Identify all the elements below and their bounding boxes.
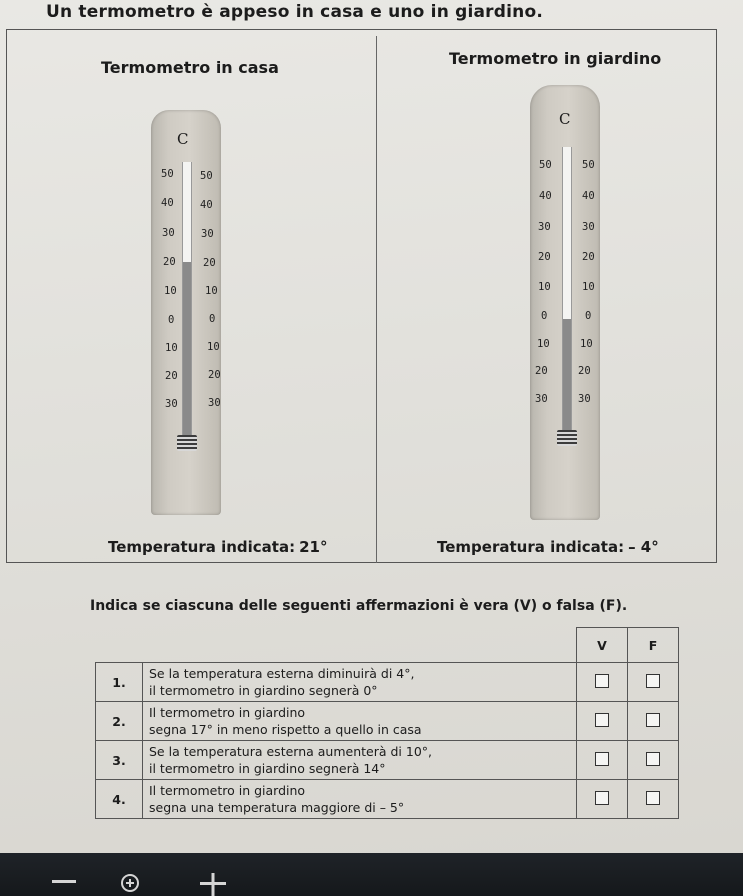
indoor-tube — [182, 162, 192, 437]
indoor-scale-left-m20: 20 — [165, 370, 178, 382]
table-header-row — [96, 628, 679, 663]
indoor-scale-left-50: 50 — [161, 168, 174, 180]
garden-scale-left-50: 50 — [539, 159, 552, 171]
row-4-v-cell — [577, 780, 628, 819]
question-prompt: Indica se ciascuna delle seguenti affermazioni è vera (V) o falsa (F). — [90, 598, 628, 614]
indoor-scale-left-m30: 30 — [165, 398, 178, 410]
indoor-temperature-caption: Temperatura indicata: — [108, 538, 296, 556]
row-2-f-cell — [628, 702, 679, 741]
statement-line-2: segna 17° in meno rispetto a quello in casa — [149, 722, 422, 737]
table-row — [96, 780, 679, 819]
table-row — [96, 741, 679, 780]
zoom-out-minus-icon[interactable] — [52, 879, 76, 885]
table-row — [96, 702, 679, 741]
indoor-scale-left-0: 0 — [168, 314, 175, 326]
garden-scale-left-10: 10 — [538, 281, 551, 293]
garden-scale-left-30: 30 — [538, 221, 551, 233]
indoor-scale-left-30: 30 — [162, 227, 175, 239]
garden-scale-left-20: 20 — [538, 251, 551, 263]
plus-icon[interactable] — [200, 873, 226, 896]
indoor-scale-right-30: 30 — [201, 228, 214, 240]
row-3-v-checkbox[interactable] — [595, 752, 609, 766]
garden-scale-right-10: 10 — [582, 281, 595, 293]
garden-scale-right-30: 30 — [582, 221, 595, 233]
garden-scale-left-m10: 10 — [537, 338, 550, 350]
indoor-mercury — [183, 262, 191, 437]
garden-temperature-value: – 4° — [628, 538, 659, 556]
garden-scale-left-m30: 30 — [535, 393, 548, 405]
garden-scale-right-m20: 20 — [578, 365, 591, 377]
indoor-scale-left-m10: 10 — [165, 342, 178, 354]
garden-scale-right-50: 50 — [582, 159, 595, 171]
statement-text — [143, 741, 577, 780]
row-4-v-checkbox[interactable] — [595, 791, 609, 805]
row-3-v-cell — [577, 741, 628, 780]
statement-line-1: Se la temperatura esterna diminuirà di 4°, — [149, 666, 415, 681]
row-2-f-checkbox[interactable] — [646, 713, 660, 727]
right-panel-title: Termometro in giardino — [449, 49, 662, 68]
indoor-temperature-label — [108, 538, 327, 556]
garden-scale-right-40: 40 — [582, 190, 595, 202]
indoor-scale-right-40: 40 — [200, 199, 213, 211]
panel-divider — [376, 36, 377, 563]
row-1-f-checkbox[interactable] — [646, 674, 660, 688]
garden-scale-left-0: 0 — [541, 310, 548, 322]
page-title: Un termometro è appeso in casa e uno in giardino. — [46, 2, 544, 22]
indoor-scale-right-m10: 10 — [207, 341, 220, 353]
garden-scale-right-0: 0 — [585, 310, 592, 322]
indoor-bulb — [177, 435, 197, 451]
indoor-scale-left-40: 40 — [161, 197, 174, 209]
garden-tube — [562, 147, 572, 432]
row-number: 2. — [96, 702, 143, 741]
statement-line-1: Il termometro in giardino — [149, 783, 306, 798]
table-row — [96, 663, 679, 702]
statement-text — [143, 702, 577, 741]
garden-unit-label: C — [559, 110, 571, 128]
garden-mercury — [563, 319, 571, 432]
indoor-scale-left-20: 20 — [163, 256, 176, 268]
row-4-f-checkbox[interactable] — [646, 791, 660, 805]
column-v-header: V — [577, 628, 628, 663]
indoor-temperature-value: 21° — [299, 538, 328, 556]
statement-text — [143, 780, 577, 819]
statement-line-2: segna una temperatura maggiore di – 5° — [149, 800, 405, 815]
row-3-f-cell — [628, 741, 679, 780]
garden-temperature-label — [437, 538, 659, 556]
indoor-scale-right-10: 10 — [205, 285, 218, 297]
indoor-scale-left-10: 10 — [164, 285, 177, 297]
statement-line-2: il termometro in giardino segnerà 0° — [149, 683, 378, 698]
zoom-in-icon[interactable] — [120, 873, 140, 893]
viewer-toolbar — [0, 853, 743, 896]
row-4-f-cell — [628, 780, 679, 819]
row-1-f-cell — [628, 663, 679, 702]
row-number: 1. — [96, 663, 143, 702]
garden-scale-right-m30: 30 — [578, 393, 591, 405]
garden-scale-right-m10: 10 — [580, 338, 593, 350]
row-3-f-checkbox[interactable] — [646, 752, 660, 766]
garden-thermometer — [530, 85, 600, 520]
garden-bulb — [557, 430, 577, 446]
left-panel-title: Termometro in casa — [101, 58, 279, 77]
row-2-v-cell — [577, 702, 628, 741]
garden-scale-left-m20: 20 — [535, 365, 548, 377]
table-header-blank — [96, 628, 577, 663]
garden-scale-right-20: 20 — [582, 251, 595, 263]
garden-scale-left-40: 40 — [539, 190, 552, 202]
row-1-v-cell — [577, 663, 628, 702]
statement-line-2: il termometro in giardino segnerà 14° — [149, 761, 386, 776]
row-1-v-checkbox[interactable] — [595, 674, 609, 688]
indoor-scale-right-m20: 20 — [208, 369, 221, 381]
indoor-unit-label: C — [177, 130, 189, 148]
row-2-v-checkbox[interactable] — [595, 713, 609, 727]
statement-text — [143, 663, 577, 702]
column-f-header: F — [628, 628, 679, 663]
row-number: 4. — [96, 780, 143, 819]
statement-line-1: Se la temperatura esterna aumenterà di 10°, — [149, 744, 433, 759]
thermometers-panel — [6, 29, 717, 563]
indoor-scale-right-20: 20 — [203, 257, 216, 269]
garden-temperature-caption: Temperatura indicata: — [437, 538, 625, 556]
indoor-scale-right-m30: 30 — [208, 397, 221, 409]
true-false-table — [95, 627, 679, 819]
row-number: 3. — [96, 741, 143, 780]
indoor-scale-right-50: 50 — [200, 170, 213, 182]
indoor-scale-right-0: 0 — [209, 313, 216, 325]
statement-line-1: Il termometro in giardino — [149, 705, 306, 720]
